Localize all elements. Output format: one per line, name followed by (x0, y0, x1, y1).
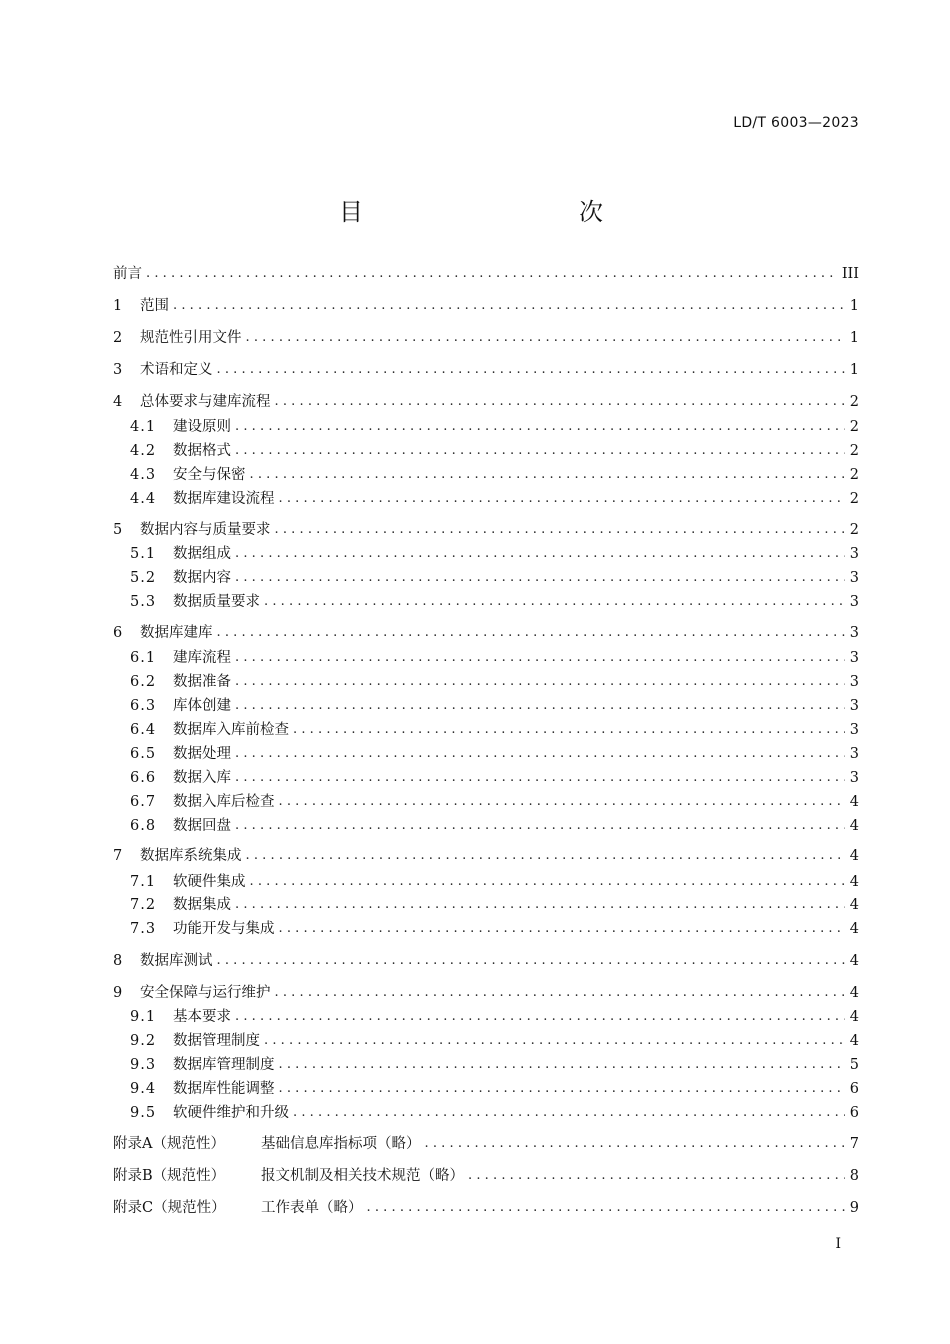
toc-subentry[interactable] (130, 543, 859, 565)
toc-subentry[interactable] (130, 894, 859, 916)
toc-number: 6.2 (130, 674, 157, 690)
toc-leader (235, 647, 845, 669)
toc-subentry[interactable] (130, 1030, 859, 1052)
toc-leader (367, 1197, 846, 1219)
toc-label: 库体创建 (173, 698, 231, 714)
toc-number: 4.3 (130, 467, 157, 483)
toc-number: 1 (113, 298, 123, 314)
toc-number: 附录C（规范性） (113, 1200, 226, 1216)
toc-label: 工作表单（略） (261, 1200, 363, 1216)
toc-subentry[interactable] (130, 567, 859, 589)
toc-subentry[interactable] (130, 815, 859, 837)
toc-page: 8 (849, 1168, 859, 1184)
toc-page: 7 (849, 1136, 859, 1152)
toc-subentry[interactable] (130, 416, 859, 438)
toc-leader (246, 327, 846, 349)
toc-entry-foreword[interactable] (113, 263, 859, 285)
toc-leader (146, 263, 838, 285)
toc-page: 2 (849, 491, 859, 507)
toc-leader (279, 1078, 846, 1100)
toc-label: 功能开发与集成 (173, 921, 275, 937)
toc-leader (235, 815, 845, 837)
toc-leader (279, 918, 846, 940)
toc-subentry[interactable] (130, 871, 859, 893)
toc-page: 4 (849, 921, 859, 937)
toc-number: 6.4 (130, 722, 157, 738)
toc-leader (293, 719, 845, 741)
toc-page: 1 (849, 298, 859, 314)
toc-number: 附录B（规范性） (113, 1168, 226, 1184)
toc-number: 7 (113, 848, 123, 864)
toc-leader (264, 1030, 845, 1052)
toc-number: 9.4 (130, 1081, 157, 1097)
toc-label: 安全保障与运行维护 (140, 985, 271, 1001)
toc-label: 数据准备 (173, 674, 231, 690)
toc-subentry[interactable] (130, 647, 859, 669)
toc-number: 6.5 (130, 746, 157, 762)
toc-number: 6.1 (130, 650, 157, 666)
toc-label: 数据质量要求 (173, 594, 260, 610)
toc-leader (235, 440, 845, 462)
toc-entry-appendix-a[interactable] (113, 1133, 859, 1155)
toc-label: 范围 (140, 298, 169, 314)
toc-number: 6 (113, 625, 123, 641)
toc-page: 2 (849, 522, 859, 538)
toc-leader (250, 464, 846, 486)
toc-page: 4 (849, 1009, 859, 1025)
toc-number: 9.3 (130, 1057, 157, 1073)
toc-page: III (841, 266, 859, 282)
toc-leader (468, 1165, 845, 1187)
toc-page: 2 (849, 419, 859, 435)
toc-label: 规范性引用文件 (140, 330, 242, 346)
toc-page: 2 (849, 443, 859, 459)
toc-label: 数据库建设流程 (173, 491, 275, 507)
toc-label: 数据库测试 (140, 953, 213, 969)
toc-page: 3 (849, 746, 859, 762)
toc-number: 附录A（规范性） (113, 1136, 225, 1152)
toc-label: 基本要求 (173, 1009, 231, 1025)
toc-subentry[interactable] (130, 719, 859, 741)
toc-page: 4 (849, 897, 859, 913)
toc-number: 6.7 (130, 794, 157, 810)
toc-page: 2 (849, 467, 859, 483)
toc-leader (275, 982, 846, 1004)
toc-leader (279, 1054, 846, 1076)
toc-subentry[interactable] (130, 695, 859, 717)
toc-label: 数据处理 (173, 746, 231, 762)
toc-page: 3 (849, 722, 859, 738)
toc-number: 9.2 (130, 1033, 157, 1049)
toc-label: 数据库性能调整 (173, 1081, 275, 1097)
toc-entry-appendix-c[interactable] (113, 1197, 859, 1219)
toc-label: 数据管理制度 (173, 1033, 260, 1049)
toc-number: 6.6 (130, 770, 157, 786)
toc-leader (246, 845, 846, 867)
toc-number: 5 (113, 522, 123, 538)
standard-code: LD/T 6003—2023 (733, 115, 859, 131)
toc-subentry[interactable] (130, 918, 859, 940)
toc-number: 6.3 (130, 698, 157, 714)
toc-number: 9.5 (130, 1105, 157, 1121)
toc-label: 数据格式 (173, 443, 231, 459)
toc-leader (217, 359, 846, 381)
toc-entry[interactable] (113, 950, 859, 972)
toc-label: 安全与保密 (173, 467, 246, 483)
toc-number: 5.1 (130, 546, 157, 562)
toc-page: 4 (849, 1033, 859, 1049)
toc-label: 数据集成 (173, 897, 231, 913)
toc-leader (235, 1006, 845, 1028)
page-title: 目 次 (339, 198, 659, 226)
toc-number: 8 (113, 953, 123, 969)
toc-page: 3 (849, 546, 859, 562)
toc-leader (217, 950, 846, 972)
toc-number: 3 (113, 362, 123, 378)
toc-subentry[interactable] (130, 791, 859, 813)
toc-number: 9 (113, 985, 123, 1001)
toc-page: 3 (849, 625, 859, 641)
toc-leader (173, 295, 845, 317)
toc-page: 2 (849, 394, 859, 410)
toc-leader (279, 791, 846, 813)
toc-page: 5 (849, 1057, 859, 1073)
toc-entry[interactable] (113, 845, 859, 867)
toc-number: 5.2 (130, 570, 157, 586)
toc-leader (264, 591, 845, 613)
toc-entry[interactable] (113, 982, 859, 1004)
toc-label: 建设原则 (173, 419, 231, 435)
toc-leader (279, 488, 846, 510)
toc-page: 4 (849, 818, 859, 834)
toc-number: 6.8 (130, 818, 157, 834)
toc-page: 1 (849, 362, 859, 378)
toc-label: 软硬件集成 (173, 874, 246, 890)
toc-number: 7.1 (130, 874, 157, 890)
toc-subentry[interactable] (130, 1102, 859, 1124)
toc-label: 数据内容 (173, 570, 231, 586)
toc-page: 3 (849, 674, 859, 690)
toc-page: 3 (849, 594, 859, 610)
toc-entry[interactable] (113, 295, 859, 317)
toc-number: 5.3 (130, 594, 157, 610)
toc-label: 建库流程 (173, 650, 231, 666)
toc-page: 4 (849, 953, 859, 969)
toc-number: 4.1 (130, 419, 157, 435)
toc-label: 总体要求与建库流程 (140, 394, 271, 410)
toc-label: 数据库系统集成 (140, 848, 242, 864)
toc-label: 前言 (113, 266, 142, 282)
toc-subentry[interactable] (130, 767, 859, 789)
toc-page: 4 (849, 794, 859, 810)
toc-leader (425, 1133, 846, 1155)
toc-leader (250, 871, 846, 893)
toc-page: 3 (849, 570, 859, 586)
toc-label: 数据库管理制度 (173, 1057, 275, 1073)
toc-entry[interactable] (113, 359, 859, 381)
toc-page: 3 (849, 770, 859, 786)
toc-number: 9.1 (130, 1009, 157, 1025)
toc-subentry[interactable] (130, 1078, 859, 1100)
toc-label: 数据回盘 (173, 818, 231, 834)
toc-page: 6 (849, 1105, 859, 1121)
toc-label: 软硬件维护和升级 (173, 1105, 289, 1121)
toc-subentry[interactable] (130, 671, 859, 693)
toc-label: 数据库入库前检查 (173, 722, 289, 738)
toc-subentry[interactable] (130, 591, 859, 613)
toc-page: 3 (849, 650, 859, 666)
toc-label: 数据内容与质量要求 (140, 522, 271, 538)
toc-label: 数据库建库 (140, 625, 213, 641)
toc-entry-appendix-b[interactable] (113, 1165, 859, 1187)
toc-page: 4 (849, 985, 859, 1001)
toc-entry[interactable] (113, 519, 859, 541)
toc-label: 数据组成 (173, 546, 231, 562)
toc-subentry[interactable] (130, 1006, 859, 1028)
toc-subentry[interactable] (130, 488, 859, 510)
toc-leader (275, 519, 846, 541)
toc-number: 7.3 (130, 921, 157, 937)
toc-leader (275, 391, 846, 413)
toc-leader (235, 894, 845, 916)
toc-subentry[interactable] (130, 464, 859, 486)
toc-leader (235, 743, 845, 765)
toc-label: 基础信息库指标项（略） (261, 1136, 421, 1152)
toc-page: 3 (849, 698, 859, 714)
toc-leader (235, 695, 845, 717)
toc-page: 9 (849, 1200, 859, 1216)
toc-label: 报文机制及相关技术规范（略） (261, 1168, 464, 1184)
toc-leader (235, 416, 845, 438)
toc-subentry[interactable] (130, 743, 859, 765)
toc-number: 4.2 (130, 443, 157, 459)
toc-entry[interactable] (113, 327, 859, 349)
toc-number: 4.4 (130, 491, 157, 507)
toc-leader (235, 567, 845, 589)
toc-number: 4 (113, 394, 123, 410)
toc-label: 数据入库 (173, 770, 231, 786)
toc-page: 6 (849, 1081, 859, 1097)
toc-entry[interactable] (113, 622, 859, 644)
toc-leader (217, 622, 846, 644)
toc-page: 4 (849, 848, 859, 864)
toc-number: 2 (113, 330, 123, 346)
toc-leader (235, 543, 845, 565)
toc-label: 术语和定义 (140, 362, 213, 378)
toc-page: 1 (849, 330, 859, 346)
toc-subentry[interactable] (130, 440, 859, 462)
toc-subentry[interactable] (130, 1054, 859, 1076)
toc-entry[interactable] (113, 391, 859, 413)
toc-label: 数据入库后检查 (173, 794, 275, 810)
toc-leader (235, 671, 845, 693)
toc-leader (293, 1102, 845, 1124)
toc-leader (235, 767, 845, 789)
page-number: I (835, 1236, 841, 1252)
toc-page: 4 (849, 874, 859, 890)
toc-number: 7.2 (130, 897, 157, 913)
